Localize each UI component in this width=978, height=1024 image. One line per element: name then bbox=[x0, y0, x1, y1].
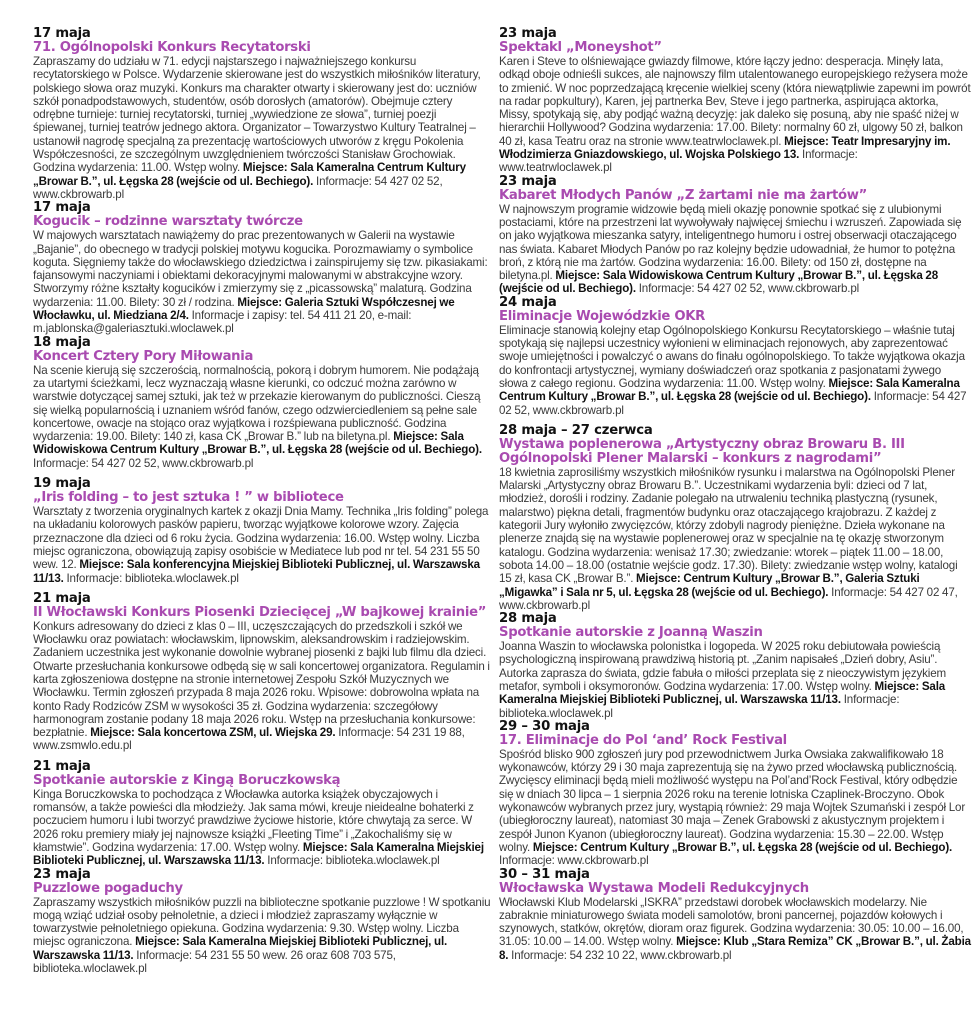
event-date: 28 maja bbox=[499, 611, 557, 627]
event-item bbox=[33, 477, 491, 585]
event-date: 23 maja bbox=[499, 173, 557, 189]
event-body bbox=[33, 788, 491, 868]
event-info: Informacje: 54 231 55 50 wew. 26 oraz 608 703 575, biblioteka.wloclawek.pl bbox=[33, 948, 396, 976]
event-description: Spośród blisko 900 zgłoszeń jury pod przewodnictwem Jurka Owsiaka zakwalifikowało 18 wykonawców, którzy 29 i 30 maja zaprezentują się na żywo przed włocławską publicznością. Zwycięscy eliminacji będą mieli możliwość występu na Pol’and’Rock Festival, który odbędzie się w dniach 30 lipca – 1 sierpnia 2026 roku na terenie lotniska Czaplinek-Broczyno. Obok wykonawców wybranych przez jury, wystąpią również: 29 maja Wojtek Szumański i zespół Lor (ubiegłoroczny laureat), natomiast 30 maja – Zenek Grabowski z akustycznym projektem i zespół Junon Kyanon (ubiegłoroczny laureat). Godzina wydarzenia: 15.30 – 22.00. Wstęp wolny. bbox=[499, 747, 966, 854]
event-body bbox=[499, 748, 972, 868]
event-body bbox=[33, 505, 491, 585]
event-date: 28 maja – 27 czerwca bbox=[499, 422, 653, 438]
event-description: W najnowszym programie widzowie będą mieli okazję ponownie spotkać się z ulubionymi postaciami, które na przestrzeni lat wywoływały najwięcej śmiechu i wzruszeń. Zapowiada się on jako wyjątkowa mieszanka satyry, inteligentnego humoru i ostrej obserwacji otaczającego nas świata. Kabaret Młodych Panów po raz kolejny będzie udowadniał, że humor to potężna broń, z którą nie ma żartów. Godzina wydarzenia: 16.00. Bilety: od 150 zł, dostępne na biletyna.pl. bbox=[499, 202, 962, 283]
event-item bbox=[33, 592, 491, 753]
event-info: Informacje: www.teatrwloclawek.pl bbox=[499, 148, 858, 175]
event-place: Miejsce: Sala koncertowa ZSM, ul. Wiejska 29. bbox=[90, 726, 336, 740]
event-place: Miejsce: Sala Kameralna Centrum Kultury „Browar B.”, ul. Łęgska 28 (wejście od ul. Bechiego). bbox=[33, 161, 466, 188]
event-info: Informacje: 54 232 10 22, www.ckbrowarb.pl bbox=[511, 948, 732, 962]
event-body bbox=[33, 55, 491, 201]
event-title: Włocławska Wystawa Modeli Redukcyjnych bbox=[499, 880, 809, 896]
event-title: Koncert Cztery Pory Miłowania bbox=[33, 348, 254, 364]
event-title: Spotkanie autorskie z Kingą Boruczkowską bbox=[33, 772, 341, 788]
event-item bbox=[499, 175, 972, 296]
event-body bbox=[499, 640, 972, 720]
event-description: Warsztaty z tworzenia oryginalnych kartek z okazji Dnia Mamy. Technika „Iris folding” polega na układaniu kolorowych pasków papieru, tworząc wyjątkowe kolorowe wzory. Zajęcia przeznaczone dla dzieci od 6 roku życia. Godzina wydarzenia: 16.00. Wstęp wolny. Liczba miejsc ograniczona, obowiązują zapisy osobiście w Mediatece lub pod nr tel. 54 231 55 50 wew. 12. bbox=[33, 505, 489, 572]
right-column bbox=[499, 27, 972, 962]
event-info: Informacje: www.ckbrowarb.pl bbox=[499, 854, 649, 868]
event-body bbox=[33, 229, 491, 335]
event-date: 18 maja bbox=[33, 334, 91, 350]
event-info: Informacje: 54 427 02 52, www.ckbrowarb.pl bbox=[638, 282, 860, 296]
event-date: 29 – 30 maja bbox=[499, 718, 590, 734]
event-date: 19 maja bbox=[33, 476, 91, 492]
event-title: „Iris folding – to jest sztuka ! ” w bibliotece bbox=[33, 490, 344, 506]
event-place: Miejsce: Sala Kameralna Miejskiej Biblioteki Publicznej, ul. Warszawska 11/13. bbox=[33, 840, 484, 868]
event-body bbox=[499, 203, 972, 296]
event-item bbox=[33, 868, 491, 976]
event-info: Informacje i zapisy: tel. 54 411 21 20, e-mail: m.jablonska@galeriasztuki.wloclawek.pl bbox=[33, 309, 412, 336]
event-title: 17. Eliminacje do Pol ‘and’ Rock Festival bbox=[499, 732, 787, 748]
event-description: Konkurs adresowany do dzieci z klas 0 – III, uczęszczających do przedszkoli i szkół we Włocławku oraz powiatach: włocławskim, lipnowskim, aleksandrowskim i radziejowskim. Zadaniem uczestnika jest wykonanie dowolnie wybranej piosenki z bajki lub filmu dla dzieci. Otwarte przesłuchania konkursowe odbędą się w sali koncertowej organizatora. Regulamin i karta zgłoszeniowa dostępne na stronie internetowej Zespołu Szkół Muzycznych we Włocławku. Termin zgłoszeń przypada 8 maja 2026 roku. Wpisowe: dobrowolna wpłata na konto Rady Rodziców ZSM w wysokości 35 zł. Godzina wydarzenia: szczegółowy harmonogram zostanie podany 18 maja 2026 roku. Wstęp na przesłuchania konkursowe: bezpłatnie. bbox=[33, 619, 490, 740]
event-info: Informacje: 54 231 19 88, www.zsmwlo.edu.pl bbox=[33, 726, 465, 753]
event-item bbox=[33, 336, 491, 470]
event-place: Miejsce: Sala Widowiskowa Centrum Kultury „Browar B.”, ul. Łęgska 28 (wejście od ul. Bechiego). bbox=[33, 430, 482, 457]
event-date: 24 maja bbox=[499, 294, 557, 310]
event-body bbox=[499, 896, 972, 962]
event-place: Miejsce: Teatr Impresaryjny im. Włodzimierza Gniazdowskiego, ul. Wojska Polskiego 13. bbox=[499, 134, 951, 162]
event-description: Zapraszamy wszystkich miłośników puzzli na biblioteczne spotkanie puzzlowe ! W spotkaniu mogą wziąć udział osoby pełnoletnie, a dzieci i młodzież zapraszamy wyłącznie w towarzystwie pełnoletniego opiekuna. Godzina wydarzenia: 9.30. Wstęp wolny. Liczba miejsc ograniczona. bbox=[33, 895, 491, 949]
event-item bbox=[499, 868, 972, 962]
event-place: Miejsce: Centrum Kultury „Browar B.”, Galeria Sztuki „Migawka” i Sala nr 5, ul. Łęgska 28 (wejście od ul. Bechiego). bbox=[499, 572, 920, 599]
event-body bbox=[499, 55, 972, 175]
event-date: 23 maja bbox=[499, 26, 557, 41]
event-title: Wystawa poplenerowa „Artystyczny obraz Browaru B. III Ogólnopolski Plener Malarski – konkurs z nagrodami” bbox=[499, 436, 905, 466]
event-place: Miejsce: Sala Kameralna Miejskiej Biblioteki Publicznej, ul. Warszawska 11/13. bbox=[499, 679, 946, 707]
event-body bbox=[499, 466, 972, 612]
event-description: Joanna Waszin to włocławska polonistka i logopeda. W 2025 roku debiutowała powieścią psychologiczną inspirowaną prawdziwą historią pt. „Zanim napisałeś „Dzień dobry, Asiu”. Autorka zaprasza do świata, gdzie fabuła o miłości przeplata się z nieoczywistym językiem metafor, symboli i oksymoronów. Godzina wydarzenia: 17.00. Wstęp wolny. bbox=[499, 640, 946, 693]
event-description: Karen i Steve to olśniewające gwiazdy filmowe, które łączy jedno: desperacja. Minęły lata, odkąd oboje odnieśli sukces, ale najnowszy film utalentowanego europejskiego reżysera może to zmienić. W noc poprzedzającą kręcenie wielkiej sceny (która niewątpliwie zapewni im powrót na radar popkultury), Karen, jej partnerka Bev, Steve i jego partnerka, aspirująca aktorka, Missy, spotykają się, aby podjąć ważną decyzję: jak daleko się posuną, aby nie spaść niżej w hierarchii Hollywood? Godzina wydarzenia: 17.00. Bilety: normalny 60 zł, ulgowy 50 zł, balkon 40 zł, kasa Teatru oraz na stronie www.teatrwloclawek.pl. bbox=[499, 55, 971, 148]
event-title: Puzzlowe pogaduchy bbox=[33, 880, 183, 896]
event-date: 17 maja bbox=[33, 26, 91, 41]
event-description: Na scenie kierują się szczerością, normalnością, pokorą i dobrym humorem. Nie podążają za utartymi ścieżkami, lecz wyznaczają własne kierunki, co odczuć można zarówno w warstwie dotyczącej samej sztuki, jak też w przekazie kierowanym do publiczności. Cieszą się wielką popularnością i uznaniem wśród fanów, czego odzwierciedleniem są pełne sale koncertowe, owacje na stojąco oraz wyjątkowa i rozśpiewana publiczność. Godzina wydarzenia: 19.00. Bilety: 140 zł, kasa CK „Browar B.” lub na biletyna.pl. bbox=[33, 363, 481, 444]
event-date: 21 maja bbox=[33, 590, 91, 606]
event-item bbox=[33, 201, 491, 335]
event-description: W majowych warsztatach nawiążemy do prac prezentowanych w Galerii na wystawie „Bajanie”, do obecnego w tradycji polskiej motywu kogucika. Porozmawiamy o symbolice koguta. Sięgniemy także do włocławskiego dziedzictwa i zainspirujemy się tzw. pikasiakami: fajansowymi naczyniami i obiektami dekoracyjnymi malowanymi w abstrakcyjne wzory. Stworzymy różne kształty kogucików i zmierzymy się z „picassowską” malaturą. Godzina wydarzenia: 11.00. Bilety: 30 zł / rodzina. bbox=[33, 229, 488, 309]
event-item bbox=[499, 27, 972, 175]
event-title: 71. Ogólnopolski Konkurs Recytatorski bbox=[33, 40, 311, 55]
event-place: Miejsce: Sala Kameralna Centrum Kultury „Browar B.”, ul. Łęgska 28 (wejście od ul. Bechiego). bbox=[499, 376, 960, 404]
event-title: Kogucik – rodzinne warsztaty twórcze bbox=[33, 214, 303, 230]
event-description: Kinga Boruczkowska to pochodząca z Włocławka autorka książek obyczajowych i romansów, a także powieści dla młodzieży. Jak sama mówi, kreuje nieidealne bohaterki z poczuciem humoru i lubi tworzyć prawdziwe życiowe historie, które chwytają za serce. W 2026 roku premiery miały jej najnowsze książki „Fleeting Time” i „Zakochaliśmy się w kłamstwie”. Godzina wydarzenia: 17.00. Wstęp wolny. bbox=[33, 787, 474, 854]
event-body bbox=[33, 364, 491, 470]
event-body bbox=[33, 620, 491, 753]
event-place: Miejsce: Sala Kameralna Miejskiej Biblioteki Publicznej, ul. Warszawska 11/13. bbox=[33, 935, 448, 962]
event-item bbox=[499, 720, 972, 868]
event-date: 21 maja bbox=[33, 758, 91, 774]
event-info: Informacje: 54 427 02 52, www.ckbrowarb.pl bbox=[33, 174, 443, 201]
event-place: Miejsce: Centrum Kultury „Browar B.”, ul. Łęgska 28 (wejście od ul. Bechiego). bbox=[532, 840, 953, 854]
event-title: Spotkanie autorskie z Joanną Waszin bbox=[499, 625, 763, 641]
event-title: Eliminacje Wojewódzkie OKR bbox=[499, 308, 706, 324]
event-item bbox=[499, 424, 972, 612]
event-item bbox=[499, 612, 972, 720]
event-item bbox=[33, 760, 491, 868]
event-place: Miejsce: Sala konferencyjna Miejskiej Biblioteki Publicznej, ul. Warszawska 11/13. bbox=[33, 558, 480, 585]
event-title: II Włocławski Konkurs Piosenki Dziecięcej „W bajkowej krainie” bbox=[33, 604, 487, 620]
event-info: Informacje: 54 427 02 47, www.ckbrowarb.pl bbox=[499, 585, 958, 612]
event-date: 17 maja bbox=[33, 200, 91, 216]
event-date: 30 – 31 maja bbox=[499, 866, 590, 882]
event-description: 18 kwietnia zaprosiliśmy wszystkich miłośników rysunku i malarstwa na Ogólnopolski Plener Malarski „Artystyczny obraz Browaru B.”. Uczestnikami wydarzenia byli: dzieci od 7 lat, młodzież, dorośli i rodziny. Zadanie polegało na utrwaleniu techniką plastyczną (rysunek, malarstwo) piękna detali, fragmentów budynku oraz otaczającego krajobrazu. Z każdej z kategorii Jury wyłoniło zwycięzców, którzy zdobyli nagrody pieniężne. Dzieła wykonane na plenerze znajdą się na wystawie poplenerowej oraz w specjalnie na tę okazję stworzonym katalogu. Godzina wydarzenia: wenisaż 17.30; zwiedzanie: wtorek – piątek 11.00 – 18.00, sobota 14.00 – 18.00 (ostatnie wejście godz. 17.30). Bilety: zwiedzanie wstęp wolny, katalogi 15 zł, kasa CK „Browar B.”. bbox=[499, 465, 958, 586]
left-column bbox=[33, 27, 491, 975]
event-info: Informacje: biblioteka.wloclawek.pl bbox=[267, 854, 440, 868]
event-place: Miejsce: Galeria Sztuki Współczesnej we Włocławku, ul. Miedziana 2/4. bbox=[33, 295, 455, 323]
event-info: Informacje: 54 427 02 52, www.ckbrowarb.pl bbox=[499, 390, 967, 417]
event-date: 23 maja bbox=[33, 866, 91, 882]
event-body bbox=[33, 896, 491, 976]
event-place: Miejsce: Klub „Stara Remiza” CK „Browar B.”, ul. Żabia 8. bbox=[499, 935, 971, 962]
event-item bbox=[33, 27, 491, 201]
event-info: Informacje: biblioteka.wloclawek.pl bbox=[499, 693, 900, 720]
event-info: Informacje: biblioteka.wloclawek.pl bbox=[66, 571, 239, 585]
event-body bbox=[499, 324, 972, 417]
event-description: Włocławski Klub Modelarski „ISKRA” przedstawi dorobek włocławskich modelarzy. Nie zabraknie miniaturowego świata modeli samolotów, broni pancernej, pojazdów kołowych i szynowych, statków, okrętów, dioram oraz figurek. Godzina wydarzenia: 30.05: 10.00 – 16.00, 31.05: 10.00 – 14.00. Wstęp wolny. bbox=[499, 895, 964, 949]
event-title: Kabaret Młodych Panów „Z żartami nie ma żartów” bbox=[499, 187, 867, 203]
event-title: Spektakl „Moneyshot” bbox=[499, 40, 662, 55]
event-place: Miejsce: Sala Widowiskowa Centrum Kultury „Browar B.”, ul. Łęgska 28 (wejście od ul. Bechiego). bbox=[499, 269, 938, 296]
event-description: Eliminacje stanowią kolejny etap Ogólnopolskiego Konkursu Recytatorskiego – właśnie tutaj spotykają się najlepsi uczestnicy wyłonieni w eliminacjach rejonowych, aby zaprezentować swoje umiejętności i powalczyć o awans do finału ogólnopolskiego. To także wyjątkowa okazja do konfrontacji artystycznej, wymiany doświadczeń oraz spotkania z pasjonatami żywego słowa z całego regionu. Godzina wydarzenia: 11.00. Wstęp wolny. bbox=[499, 323, 965, 390]
event-info: Informacje: 54 427 02 52, www.ckbrowarb.pl bbox=[33, 456, 254, 470]
event-description: Zapraszamy do udziału w 71. edycji najstarszego i najważniejszego konkursu recytatorskiego w Polsce. Wydarzenie skierowane jest do wszystkich miłośników literatury, polskiego słowa oraz muzyki. Konkurs ma charakter otwarty i skierowany jest do: uczniów szkół ponadpodstawowych, studentów, osób dorosłych (amatorów). Obejmuje cztery odrębne turnieje: turniej recytatorski, turniej „wywiedzione ze słowa”, turniej poezji śpiewanej, turniej teatrów jednego aktora. Organizator – Towarzystwo Kultury Teatralnej – ustanowił nagrodę specjalną za prezentację wartościowych utworów z kręgu Pokolenia Współczesności, ze szczególnym uwzględnieniem twórczości Stanisław Grochowiak. Godzina wydarzenia: 11.00. Wstęp wolny. bbox=[33, 55, 481, 175]
event-item bbox=[499, 296, 972, 417]
